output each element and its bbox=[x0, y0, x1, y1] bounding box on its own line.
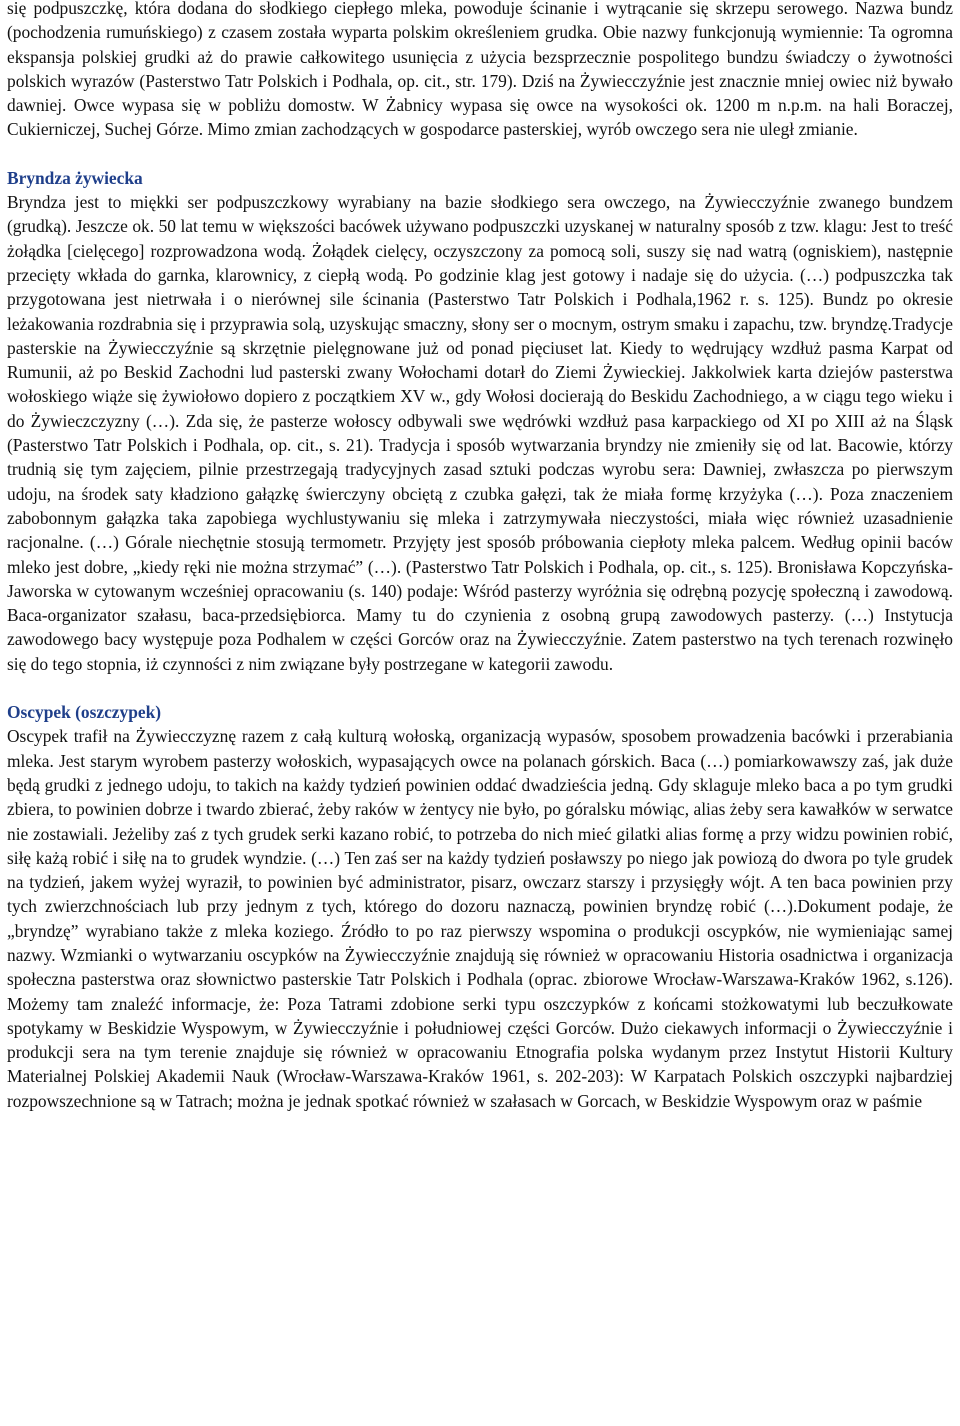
oscypek-heading: Oscypek (oszczypek) bbox=[7, 702, 162, 723]
intro-paragraph: się podpuszczkę, która dodana do słodkiego ciepłego mleka, powoduje ścinanie i wytrącanie się skrzepu serowego. Nazwa bundz (pochodzenia rumuńskiego) z czasem została wyparta polskim określeniem grudka. Obie nazwy funkcjonują wymiennie: Ta ogromna ekspansja polskiej grudki aż do prawie całkowitego usunięcia z użycia bezsprzecznie pospolitego bundzu świadczy o żywotności polskich wyrazów (Pasterstwo Tatr Polskich i Podhala, op. cit., str. 179). Dziś na Żywiecczyźnie jest znacznie mniej owiec niż bywało dawniej. Owce wypasa się w pobliżu domostw. W Żabnicy wypasa się owce na wysokości ok. 1200 m n.p.m. na hali Boraczej, Cukierniczej, Suchej Górze. Mimo zmian zachodzących w gospodarce pasterskiej, wyrób owczego sera nie uległ zmianie. bbox=[7, 0, 953, 140]
bryndza-heading: Bryndza żywiecka bbox=[7, 167, 143, 188]
document-page bbox=[7, 0, 953, 1113]
bryndza-paragraph: Bryndza jest to miękki ser podpuszczkowy wyrabiany na bazie słodkiego sera owczego, na Żywiecczyźnie zwanego bundzem (grudką). Jeszcze ok. 50 lat temu w większości bacówek używano podpuszczki uzyskanej w naturalny sposób z tzw. klagu: Jest to treść żołądka [cielęcego] rozprowadzona wodą. Żołądek cielęcy, oczyszczony za pomocą soli, suszy się nad watrą (ogniskiem), następnie przecięty wkłada do garnka, klarownicy, z ciepłą wodą. Po godzinie klag jest gotowy i nadaje się do użycia. (…) podpuszczka tak przygotowana jest nietrwała i o nierównej sile ścinania (Pasterstwo Tatr Polskich i Podhala,1962 r. s. 125). Bundz po okresie leżakowania rozdrabnia się i przyprawia solą, uzyskując smaczny, słony ser o mocnym, ostrym smaku i zapachu, tzw. bryndzę.Tradycje pasterskie na Żywiecczyźnie są skrzętnie pielęgnowane już od ponad pięciuset lat. Kiedy to wędrujący wzdłuż pasma Karpat od Rumunii, aż po Beskid Zachodni lud pasterski zwany Wołochami dotarł do Ziemi Żywieckiej. Jakkolwiek karta dziejów pasterstwa wołoskiego wiąże się żywiołowo dopiero z początkiem XV w., gdy Wołosi docierają do Beskidu Zachodniego, a w ciągu tego wieku i do Żywieczczyzny (…). Zda się, że pasterze wołoscy odbywali swe wędrówki wzdłuż pasa karpackiego od XI po XIII aż na Śląsk (Pasterstwo Tatr Polskich i Podhala, op. cit., s. 21). Tradycja i sposób wytwarzania bryndzy nie zmieniły się od lat. Bacowie, którzy trudnią się tym zajęciem, pilnie przestrzegają tradycyjnych zasad sztuki podczas wyrobu sera: Dawniej, zwłaszcza po pierwszym udoju, na środek saty kładziono gałązkę świerczyny obciętą z czubka gałęzi, tak że miała formę krzyżyka (…). Poza znaczeniem zabobonnym gałązka taka zapobiega wychlustywaniu się mleka i zatrzymywała nieczystości, miała więc również uzasadnienie racjonalne. (…) Górale niechętnie stosują termometr. Przyjęty jest sposób próbowania ciepłoty mleka palcem. Według opinii baców mleko jest dobre, „kiedy ręki nie można strzymać” (…). (Pasterstwo Tatr Polskich i Podhala, op. cit., s. 125). Bronisława Kopczyńska-Jaworska w cytowanym wcześniej opracowaniu (s. 140) podaje: Wśród pasterzy wyróżnia się odrębną pozycję społeczną i zawodową. Baca-organizator szałasu, baca-przedsiębiorca. Mamy tu do czynienia z osobną grupą zawodowych pasterzy. (…) Instytucja zawodowego bacy występuje poza Podhalem w części Gorców oraz na Żywiecczyźnie. Zatem pasterstwo na tych terenach rozwinęło się do tego stopnia, iż czynności z nim związane były postrzegane w kategorii zawodu. bbox=[7, 192, 953, 674]
oscypek-paragraph: Oscypek trafił na Żywiecczyznę razem z całą kulturą wołoską, organizacją wypasów, sposobem prowadzenia bacówki i przerabiania mleka. Jest starym wyrobem pasterzy wołoskich, wypasających owce na polanach górskich. Baca (…) pomiarkowawszy zaś, jak duże będą grudki z jednego udoju, to takich na każdy tydzień powinien oddać dwadzieścia jedną. Gdy sklaguje mleko baca a po tym grudki zbiera, to powinien dobrze i twardo zbierać, żeby raków w żentycy nie było, po góralsku mówiąc, alias żeby sera kawałków w serwatce nie zostawiali. Jeżeliby zaś z tych grudek serki kazano robić, to potrzeba do nich mieć gilatki alias formę a przy widzu powinien robić, siłę każą robić i siłę na to grudek wyndzie. (…) Ten zaś ser na każdy tydzień posławszy po niego jak powiozą do dwora po tyle grudek na tydzień, jakem wyżej wyraził, to powinien być administrator, pisarz, owczarz starszy i przysięgły wójt. A ten baca powinien przy tych zwierzchnościach lub przy jednym z tych, którego do dozoru naznaczą, powinien bryndzę robić (…).Dokument podaje, że „bryndzę” wyrabiano także z mleka koziego. Źródło to po raz pierwszy wspomina o produkcji oscypków, nie wymieniając samej nazwy. Wzmianki o wytwarzaniu oscypków na Żywiecczyźnie znajdują się również w opracowaniu Historia osadnictwa i organizacja społeczna pasterstwa oraz słownictwo pasterskie Tatr Polskich i Podhala (oprac. zbiorowe Wrocław-Warszawa-Kraków 1962, s.126). Możemy tam znaleźć informacje, że: Poza Tatrami zdobione serki typu oszczypków z końcami stożkowatymi lub beczułkowate spotykamy w Beskidzie Wyspowym, w Żywiecczyźnie i południowej części Gorców. Dużo ciekawych informacji o Żywiecczyźnie i produkcji sera na tym terenie znajduje się również w opracowaniu Etnografia polska wydanym przez Instytut Historii Kultury Materialnej Polskiej Akademii Nauk (Wrocław-Warszawa-Kraków 1961, s. 202-203): W Karpatach Polskich oszczypki najbardziej rozpowszechnione są w Tatrach; można je jednak spotkać również w szałasach w Gorcach, w Beskidzie Wyspowym oraz w paśmie bbox=[7, 726, 953, 1111]
